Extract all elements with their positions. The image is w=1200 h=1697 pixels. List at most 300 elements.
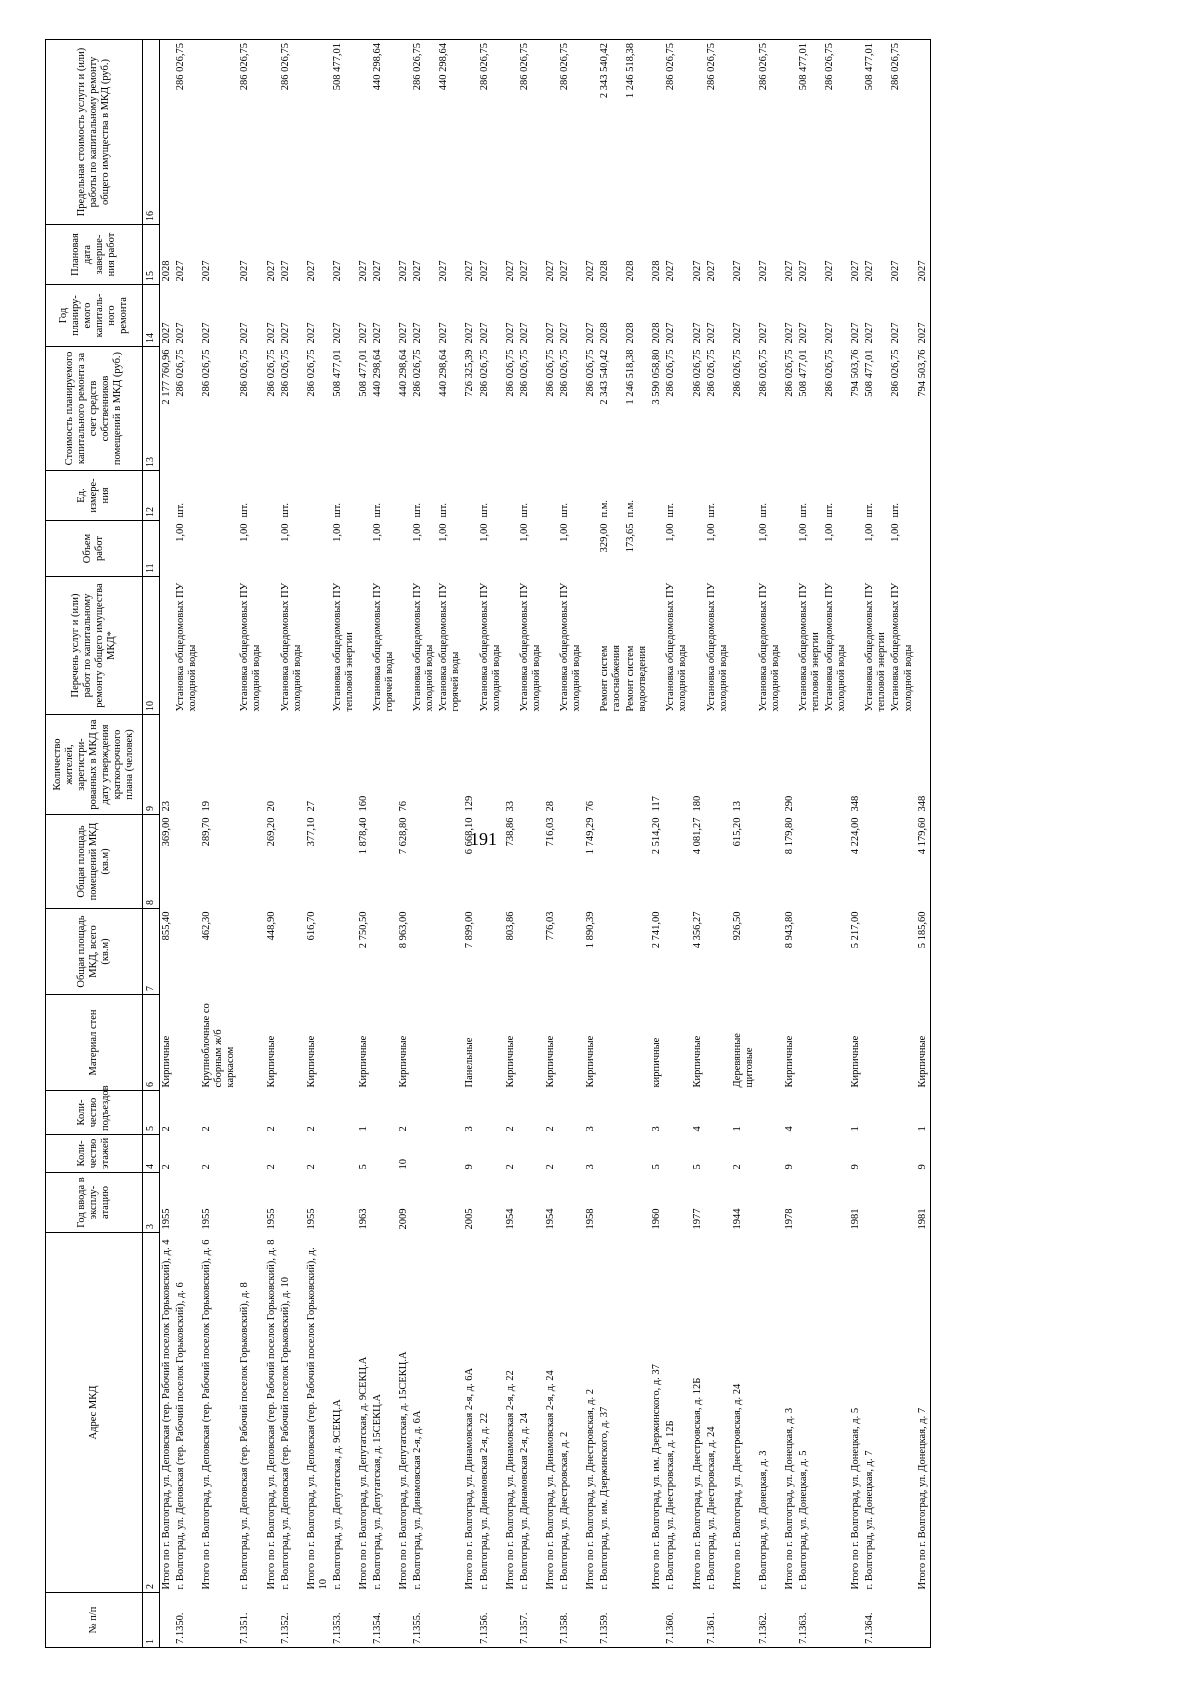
table-cell: шт. xyxy=(239,502,251,518)
total-row xyxy=(916,40,931,1648)
table-cell: г. Волгоград, ул. Днестровская, д. 12Б xyxy=(665,1420,677,1590)
table-cell xyxy=(823,1593,849,1648)
table-cell: 286 026,75 xyxy=(823,40,849,225)
table-row xyxy=(411,40,437,1648)
table-cell: 2 xyxy=(161,1164,172,1170)
table-cell: 2027 xyxy=(478,322,490,344)
table-cell: Установка общедомовых ПУ холодной воды xyxy=(705,582,729,712)
table-cell xyxy=(504,1593,518,1648)
table-cell xyxy=(174,1135,200,1173)
table-cell xyxy=(518,815,544,909)
table-cell: Кирпичные xyxy=(544,1035,556,1088)
table-cell xyxy=(371,1091,397,1135)
table-cell: 926,50 xyxy=(731,911,743,941)
table-cell: 286 026,75 xyxy=(201,349,213,397)
table-cell xyxy=(357,40,371,225)
table-cell: 2 xyxy=(504,1126,516,1132)
table-cell: 286 026,75 xyxy=(265,349,277,397)
table-cell xyxy=(863,1135,889,1173)
table-cell xyxy=(624,1135,650,1173)
table-cell xyxy=(200,577,238,715)
table-cell: 8 963,00 xyxy=(398,911,410,949)
table-cell xyxy=(437,995,463,1091)
table-cell: 2027 xyxy=(239,260,251,282)
table-cell xyxy=(371,715,397,815)
table-cell xyxy=(691,577,705,715)
table-row xyxy=(279,40,305,1648)
table-cell: 2027 xyxy=(464,260,476,282)
table-cell xyxy=(650,40,664,225)
table-cell xyxy=(478,1135,504,1173)
table-cell: 1 xyxy=(916,1091,931,1135)
table-cell xyxy=(624,1593,650,1648)
table-cell: 286 026,75 xyxy=(412,349,424,397)
table-cell xyxy=(731,577,757,715)
table-cell xyxy=(437,1135,463,1173)
table-row xyxy=(331,40,357,1648)
column-header: Общая площадь помещений МКД (кв.м) xyxy=(46,815,143,909)
table-cell xyxy=(863,715,889,815)
table-cell: 4 081,27 xyxy=(691,817,703,855)
table-cell xyxy=(849,577,863,715)
table-cell xyxy=(691,471,705,521)
table-cell: 2027 xyxy=(798,260,809,282)
table-cell: 2 343 540,42 xyxy=(599,349,611,405)
table-cell: 286 026,75 xyxy=(664,40,690,225)
total-row xyxy=(265,40,279,1648)
table-cell xyxy=(731,1593,757,1648)
column-header: Предельная стоимость услуги и (или) работы по капитальному ремонту общего имущества в МКД (руб.) xyxy=(46,40,143,225)
table-cell xyxy=(797,1091,823,1135)
table-cell xyxy=(650,471,664,521)
table-cell: 286 026,75 xyxy=(175,349,187,397)
table-cell xyxy=(238,1173,264,1233)
column-number: 3 xyxy=(143,1173,160,1233)
table-cell: г. Волгоград, ул. Донецкая, д. 7 xyxy=(864,1450,876,1590)
table-cell xyxy=(265,471,279,521)
table-cell: 2027 xyxy=(265,260,277,282)
column-header: Материал стен xyxy=(46,995,143,1091)
table-cell: шт. xyxy=(705,502,717,518)
table-cell xyxy=(664,715,690,815)
table-cell xyxy=(783,1593,797,1648)
table-cell xyxy=(160,521,175,577)
table-cell: Установка общедомовых ПУ горячей воды xyxy=(438,582,462,712)
table-cell: 1 246 518,38 xyxy=(625,349,637,405)
table-cell: 286 026,75 xyxy=(783,349,795,397)
table-cell: 3 xyxy=(464,1126,476,1132)
table-cell xyxy=(238,995,264,1091)
table-cell: 2027 xyxy=(691,322,703,344)
table-cell: шт. xyxy=(331,502,343,518)
table-cell: 2027 xyxy=(798,322,809,344)
table-cell: 286 026,75 xyxy=(731,349,743,397)
table-row xyxy=(863,40,889,1648)
column-header: Коли-чество этажей xyxy=(46,1135,143,1173)
table-cell xyxy=(558,1135,584,1173)
table-row xyxy=(664,40,690,1648)
table-row xyxy=(518,40,544,1648)
table-cell xyxy=(849,1593,863,1648)
table-cell xyxy=(397,471,411,521)
table-row xyxy=(705,40,731,1648)
table-cell: 2027 xyxy=(850,322,862,344)
table-cell xyxy=(279,1091,305,1135)
table-cell: 7.1362. xyxy=(757,1593,783,1648)
table-cell: Итого по г. Волгоград, ул. Депутатская, д. 15СЕКЦ.А xyxy=(398,1351,410,1590)
table-cell: 28 xyxy=(544,801,556,812)
column-number: 6 xyxy=(143,995,160,1091)
table-cell: г. Волгоград, ул. Днестровская, д. 24 xyxy=(705,1426,717,1590)
table-cell xyxy=(331,1173,357,1233)
table-cell: 1954 xyxy=(504,1208,516,1230)
table-cell: 1,00 xyxy=(175,523,187,542)
table-cell: 286 026,75 xyxy=(279,40,305,225)
table-cell: 4 179,60 xyxy=(916,815,931,909)
table-cell xyxy=(331,715,357,815)
table-cell: Итого по г. Волгоград, ул. Донецкая, д. 5 xyxy=(850,1407,862,1590)
table-cell: Кирпичные xyxy=(850,1035,862,1088)
table-cell: Установка общедомовых ПУ холодной воды xyxy=(558,582,582,712)
table-cell xyxy=(705,1135,731,1173)
column-number: 15 xyxy=(143,225,160,285)
table-cell: Установка общедомовых ПУ тепловой энергии xyxy=(798,582,822,712)
table-cell xyxy=(797,1173,823,1233)
table-cell: 286 026,75 xyxy=(478,40,504,225)
column-header: Плановая дата заверше-ния работ xyxy=(46,225,143,285)
table-cell xyxy=(584,40,598,225)
table-cell xyxy=(783,577,797,715)
table-cell xyxy=(916,1593,931,1648)
table-cell xyxy=(664,995,690,1091)
table-cell: г. Волгоград, ул. Деповская (тер. Рабочий поселок Горьковский), д. 6 xyxy=(175,1282,187,1590)
table-cell xyxy=(757,909,783,995)
table-cell xyxy=(371,815,397,909)
table-cell: 2027 xyxy=(398,322,410,344)
table-cell: 2027 xyxy=(705,260,717,282)
table-cell: 738,86 xyxy=(504,817,516,847)
table-cell: Итого по г. Волгоград, ул. Деповская (тер. Рабочий поселок Горьковский), д. 6 xyxy=(201,1239,213,1590)
table-cell: 2027 xyxy=(731,260,743,282)
table-cell: Итого по г. Волгоград, ул. Динамовская 2-я, д. 6А xyxy=(464,1367,476,1590)
table-cell xyxy=(558,815,584,909)
table-cell xyxy=(478,995,504,1091)
table-cell: шт. xyxy=(175,502,187,518)
table-cell: 1944 xyxy=(731,1208,743,1230)
table-cell: 1 749,29 xyxy=(585,817,596,855)
table-cell xyxy=(863,815,889,909)
table-cell xyxy=(371,909,397,995)
table-cell: 20 xyxy=(265,801,277,812)
table-cell xyxy=(823,909,849,995)
table-cell: Установка общедомовых ПУ холодной воды xyxy=(518,582,542,712)
table-cell: 7.1360. xyxy=(664,1593,690,1648)
table-cell: 5 xyxy=(691,1164,703,1170)
table-cell: 7 899,00 xyxy=(464,911,476,949)
table-cell: 5 xyxy=(357,1164,369,1170)
table-cell: 286 026,75 xyxy=(238,40,264,225)
table-cell xyxy=(889,1593,915,1648)
table-cell xyxy=(558,1091,584,1135)
table-cell: Итого по г. Волгоград, ул. им. Дзержинского, д. 37 xyxy=(651,1364,663,1590)
table-cell: Установка общедомовых ПУ холодной воды xyxy=(412,582,436,712)
table-cell: Кирпичные xyxy=(265,1035,277,1088)
table-cell: 2027 xyxy=(850,260,862,282)
table-cell xyxy=(437,1173,463,1233)
table-cell: 4 224,00 xyxy=(850,817,862,855)
table-cell: 2027 xyxy=(161,322,172,344)
table-cell xyxy=(624,995,650,1091)
table-cell xyxy=(584,1593,598,1648)
table-cell: 8 943,80 xyxy=(783,911,795,949)
table-cell: 2027 xyxy=(201,260,213,282)
table-cell: 1,00 xyxy=(331,523,343,542)
table-cell: 2027 xyxy=(665,260,677,282)
table-cell: 286 026,75 xyxy=(174,40,200,225)
table-cell: 440 298,64 xyxy=(371,40,397,225)
table-cell xyxy=(650,521,664,577)
table-cell: 3 xyxy=(585,1126,596,1132)
table-cell: 615,20 xyxy=(731,817,743,847)
table-cell: 2027 xyxy=(504,322,516,344)
table-cell: 2 xyxy=(161,1126,172,1132)
table-cell xyxy=(598,1091,624,1135)
table-cell: г. Волгоград, ул. Деповская (тер. Рабочий поселок Горьковский), д. 10 xyxy=(279,1276,291,1590)
table-row xyxy=(558,40,584,1648)
table-cell xyxy=(331,1135,357,1173)
table-cell xyxy=(478,715,504,815)
table-cell: 180 xyxy=(691,795,703,812)
table-cell: 2027 xyxy=(357,260,369,282)
table-cell: 2027 xyxy=(398,260,410,282)
table-cell xyxy=(889,1091,915,1135)
table-cell xyxy=(174,1173,200,1233)
table-cell xyxy=(889,1233,915,1593)
table-cell xyxy=(705,715,731,815)
table-cell: 1 878,40 xyxy=(357,817,369,855)
table-cell: 3 xyxy=(585,1164,596,1170)
table-cell xyxy=(411,1091,437,1135)
table-cell xyxy=(238,1135,264,1173)
total-row xyxy=(504,40,518,1648)
table-cell: шт. xyxy=(890,502,902,518)
table-row xyxy=(174,40,200,1648)
table-cell: Крупноблочные со сборным ж/б каркасом xyxy=(201,1003,237,1088)
table-cell: 2027 xyxy=(705,322,717,344)
table-cell xyxy=(518,1091,544,1135)
table-cell xyxy=(624,1233,650,1593)
table-cell: Итого по г. Волгоград, ул. Деповская (тер. Рабочий поселок Горьковский), д. 8 xyxy=(265,1239,277,1590)
table-cell xyxy=(265,40,279,225)
table-cell: 1 xyxy=(357,1126,369,1132)
table-cell: 803,86 xyxy=(504,911,516,941)
table-cell: 2027 xyxy=(518,260,530,282)
table-cell: Итого по г. Волгоград, ул. Днестровская, д. 2 xyxy=(585,1389,596,1590)
table-cell: 23 xyxy=(161,801,172,812)
table-cell: г. Волгоград, ул. Днестровская, д. 2 xyxy=(558,1431,570,1590)
table-cell xyxy=(823,1173,849,1233)
table-cell: 2027 xyxy=(518,322,530,344)
table-cell: Кирпичные xyxy=(161,1035,172,1088)
column-header: Коли-чество подъездов xyxy=(46,1091,143,1135)
table-cell: Ремонт систем водоотведения xyxy=(625,645,649,712)
table-cell: 286 026,75 xyxy=(411,40,437,225)
table-cell: 377,10 xyxy=(305,817,317,847)
table-cell xyxy=(863,1173,889,1233)
table-cell: Итого по г. Волгоград, ул. Днестровская, д. 12Б xyxy=(691,1377,703,1590)
table-cell xyxy=(797,909,823,995)
table-cell: 290 xyxy=(783,795,795,812)
table-cell: 1955 xyxy=(201,1208,213,1230)
table-cell: Установка общедомовых ПУ горячей воды xyxy=(372,582,396,712)
table-cell: 1,00 xyxy=(478,523,490,542)
table-cell: 2027 xyxy=(331,260,343,282)
column-number: 12 xyxy=(143,471,160,521)
table-cell: шт. xyxy=(824,502,836,518)
table-cell xyxy=(916,471,931,521)
table-cell: 2005 xyxy=(464,1208,476,1230)
table-cell: 286 026,75 xyxy=(665,349,677,397)
table-cell xyxy=(849,40,863,225)
table-cell: 6 668,10 xyxy=(464,817,476,855)
table-cell: г. Волгоград, ул. Динамовская 2-я, д. 6А xyxy=(412,1410,424,1590)
table-cell: 7.1354. xyxy=(371,1593,397,1648)
table-cell xyxy=(174,909,200,995)
table-cell: 286 026,75 xyxy=(691,349,703,397)
table-cell: Итого по г. Волгоград, ул. Динамовская 2-я, д. 24 xyxy=(544,1370,556,1590)
table-cell: 4 xyxy=(783,1126,795,1132)
table-cell xyxy=(504,40,518,225)
table-cell: 2 xyxy=(265,1164,277,1170)
table-cell: 2027 xyxy=(412,322,424,344)
table-cell: 508 477,01 xyxy=(864,349,876,397)
table-cell xyxy=(200,471,238,521)
table-cell xyxy=(160,40,175,225)
column-number: 7 xyxy=(143,909,160,995)
column-header: № п/п xyxy=(46,1593,143,1648)
table-cell xyxy=(558,1173,584,1233)
table-cell xyxy=(411,995,437,1091)
column-header: Общая площадь МКД, всего (кв.м) xyxy=(46,909,143,995)
table-cell xyxy=(598,909,624,995)
table-cell xyxy=(783,521,797,577)
table-cell: Итого по г. Волгоград, ул. Депутатская, д. 9СЕКЦ.А xyxy=(357,1356,369,1590)
table-cell: 2028 xyxy=(651,260,663,282)
table-cell xyxy=(757,995,783,1091)
table-cell xyxy=(518,909,544,995)
total-row xyxy=(544,40,558,1648)
table-cell: 1,00 xyxy=(665,523,677,542)
table-cell: г. Волгоград, ул. Депутатская, д. 9СЕКЦ.А xyxy=(331,1399,343,1590)
column-number: 11 xyxy=(143,521,160,577)
mkd-repair-table xyxy=(45,39,931,1648)
table-cell: Установка общедомовых ПУ тепловой энергии xyxy=(331,582,355,712)
table-cell: 508 477,01 xyxy=(331,40,357,225)
table-cell xyxy=(478,909,504,995)
total-row xyxy=(691,40,705,1648)
table-cell: 2027 xyxy=(824,322,836,344)
table-cell xyxy=(849,521,863,577)
table-cell: 2027 xyxy=(585,322,596,344)
table-cell xyxy=(265,1593,279,1648)
table-cell xyxy=(863,909,889,995)
total-row xyxy=(584,40,598,1648)
table-cell xyxy=(691,521,705,577)
table-cell: 1963 xyxy=(357,1208,369,1230)
table-cell: 286 026,75 xyxy=(757,349,769,397)
table-cell xyxy=(504,577,518,715)
table-cell: шт. xyxy=(438,502,450,518)
table-cell xyxy=(783,40,797,225)
table-cell xyxy=(411,1135,437,1173)
table-cell: 1,00 xyxy=(798,523,809,542)
total-row xyxy=(200,40,238,1648)
table-cell xyxy=(691,1593,705,1648)
table-cell: 2 xyxy=(398,1126,410,1132)
table-cell: Установка общедомовых ПУ холодной воды xyxy=(478,582,502,712)
table-cell xyxy=(437,715,463,815)
table-cell: 2027 xyxy=(412,260,424,282)
table-row xyxy=(757,40,783,1648)
table-cell: 440 298,64 xyxy=(438,349,450,397)
table-cell: шт. xyxy=(279,502,291,518)
table-cell: г. Волгоград, ул. Динамовская 2-я, д. 22 xyxy=(478,1412,490,1590)
table-cell: шт. xyxy=(372,502,383,518)
table-cell: 2027 xyxy=(357,322,369,344)
table-cell xyxy=(200,1593,238,1648)
table-cell: 1960 xyxy=(651,1208,663,1230)
table-cell: Установка общедомовых ПУ тепловой энергии xyxy=(864,582,888,712)
table-cell: 7.1356. xyxy=(478,1593,504,1648)
table-cell: Установка общедомовых ПУ холодной воды xyxy=(665,582,689,712)
table-cell xyxy=(174,715,200,815)
total-row xyxy=(397,40,411,1648)
table-cell: 2027 xyxy=(757,322,769,344)
table-cell xyxy=(598,815,624,909)
table-cell: 2027 xyxy=(201,322,213,344)
table-cell: 2028 xyxy=(625,322,637,344)
table-cell xyxy=(863,1091,889,1135)
table-cell: 1,00 xyxy=(279,523,291,542)
table-cell xyxy=(305,1593,331,1648)
table-cell xyxy=(478,815,504,909)
column-header: Перечень услуг и (или) работ по капитальному ремонту общего имущества МКД* xyxy=(46,577,143,715)
table-cell: г. Волгоград, ул. им. Дзержинского, д. 37 xyxy=(599,1406,611,1590)
table-cell xyxy=(305,471,331,521)
table-cell: Установка общедомовых ПУ холодной воды xyxy=(175,582,199,712)
table-cell xyxy=(411,715,437,815)
table-cell: Установка общедомовых ПУ холодной воды xyxy=(824,582,848,712)
table-cell: 9 xyxy=(916,1135,931,1173)
table-cell: 7.1351. xyxy=(238,1593,264,1648)
table-cell xyxy=(624,715,650,815)
table-cell xyxy=(331,1091,357,1135)
table-cell: Кирпичные xyxy=(916,995,931,1091)
table-cell xyxy=(731,521,757,577)
table-cell: 2 xyxy=(305,1164,317,1170)
table-cell xyxy=(757,715,783,815)
table-cell xyxy=(437,1233,463,1593)
table-cell xyxy=(558,909,584,995)
total-row xyxy=(849,40,863,1648)
table-cell xyxy=(757,815,783,909)
column-number: 2 xyxy=(143,1233,160,1593)
table-cell xyxy=(705,1173,731,1233)
table-cell: Установка общедомовых ПУ холодной воды xyxy=(757,582,781,712)
table-cell: 776,03 xyxy=(544,911,556,941)
table-cell: 2 xyxy=(544,1164,556,1170)
table-cell: 716,03 xyxy=(544,817,556,847)
